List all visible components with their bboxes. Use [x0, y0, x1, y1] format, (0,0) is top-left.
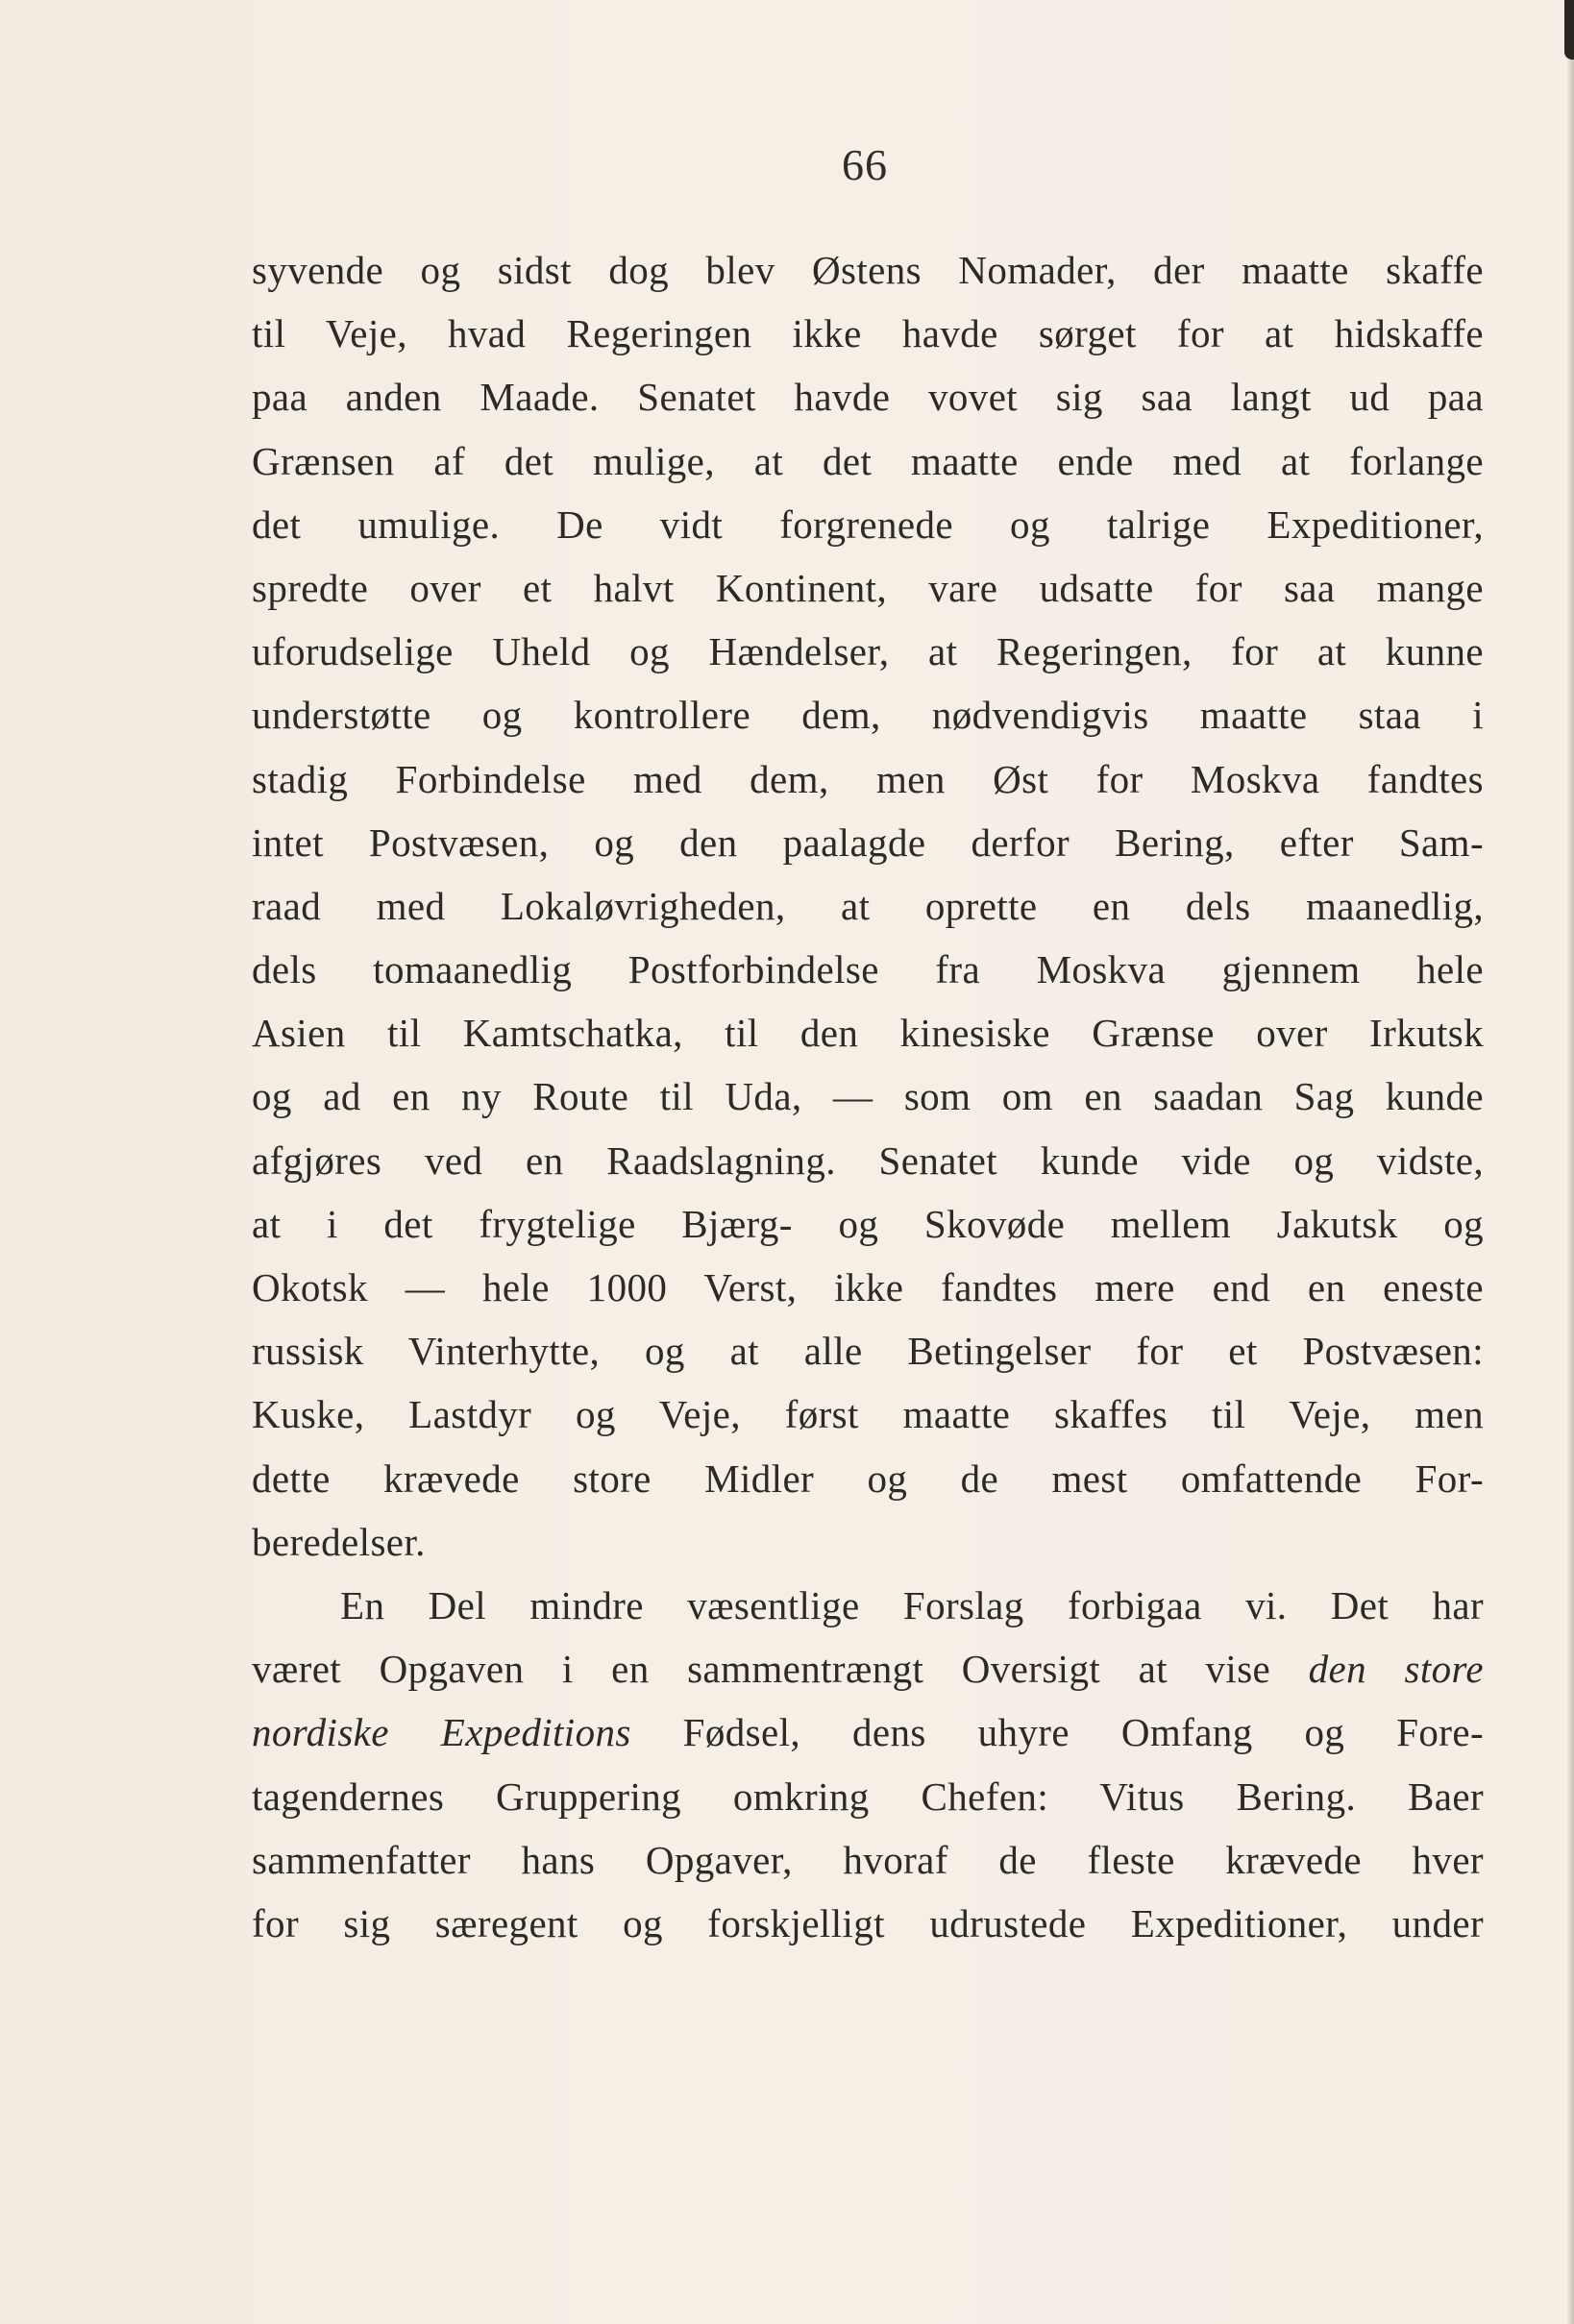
text-line: En Del mindre væsentlige Forslag forbigaa vi. Det har — [340, 1582, 1484, 1627]
italic-phrase: nordiske Expeditions — [252, 1710, 631, 1755]
page-number: 66 — [842, 140, 888, 189]
text-line — [252, 1637, 1484, 1700]
text-fragment: været Opgaven i en sammentrængt Oversigt at vise — [252, 1647, 1271, 1692]
page-edge-mark — [1564, 0, 1574, 60]
text-line: Asien til Kamtschatka, til den kinesiske Grænse over Irkutsk — [252, 1011, 1484, 1056]
text-line: paa anden Maade. Senatet havde vovet sig saa langt ud paa — [252, 375, 1484, 420]
text-line: syvende og sidst dog blev Østens Nomader, der maatte skaffe — [252, 248, 1484, 292]
text-line: uforudselige Uheld og Hændelser, at Regeringen, for at kunne — [252, 629, 1484, 674]
text-line: for sig særegent og forskjelligt udrustede Expeditioner, under — [252, 1900, 1484, 1945]
text-line: sammenfatter hans Opgaver, hvoraf de fleste krævede hver — [252, 1837, 1484, 1882]
text-line — [252, 1700, 1484, 1764]
text-line: stadig Forbindelse med dem, men Øst for Moskva fandtes — [252, 756, 1484, 801]
text-line: dette krævede store Midler og de mest omfattende For- — [252, 1456, 1484, 1501]
text-line: afgjøres ved en Raadslagning. Senatet kunde vide og vidste, — [252, 1138, 1484, 1183]
text-line: beredelser. — [252, 1519, 426, 1564]
text-line: Grænsen af det mulige, at det maatte ende med at forlange — [252, 438, 1484, 483]
text-line: russisk Vinterhytte, og at alle Betingelser for et Postvæsen: — [252, 1329, 1484, 1374]
text-line: at i det frygtelige Bjærg- og Skovøde mellem Jakutsk og — [252, 1201, 1484, 1246]
text-line: dels tomaanedlig Postforbindelse fra Moskva gjennem hele — [252, 947, 1484, 992]
text-line: spredte over et halvt Kontinent, vare udsatte for saa mange — [252, 565, 1484, 610]
text-line: understøtte og kontrollere dem, nødvendigvis maatte staa i — [252, 693, 1484, 738]
text-line: til Veje, hvad Regeringen ikke havde sørget for at hidskaffe — [252, 311, 1484, 356]
text-line: Kuske, Lastdyr og Veje, først maatte skaffes til Veje, men — [252, 1392, 1484, 1437]
body-text — [252, 238, 1484, 1955]
text-line: Okotsk — hele 1000 Verst, ikke fandtes mere end en eneste — [252, 1265, 1484, 1309]
text-line: raad med Lokaløvrigheden, at oprette en dels maanedlig, — [252, 883, 1484, 928]
italic-phrase: den store — [1308, 1647, 1484, 1692]
text-line: tagendernes Gruppering omkring Chefen: Vitus Bering. Baer — [252, 1774, 1484, 1819]
text-line: det umulige. De vidt forgrenede og talrige Expeditioner, — [252, 501, 1484, 547]
text-line: intet Postvæsen, og den paalagde derfor Bering, efter Sam- — [252, 820, 1484, 865]
text-line: og ad en ny Route til Uda, — som om en saadan Sag kunde — [252, 1074, 1484, 1119]
page-edge-shadow — [1566, 0, 1574, 2324]
text-fragment: Fødsel, dens uhyre Omfang og Fore- — [682, 1710, 1484, 1755]
